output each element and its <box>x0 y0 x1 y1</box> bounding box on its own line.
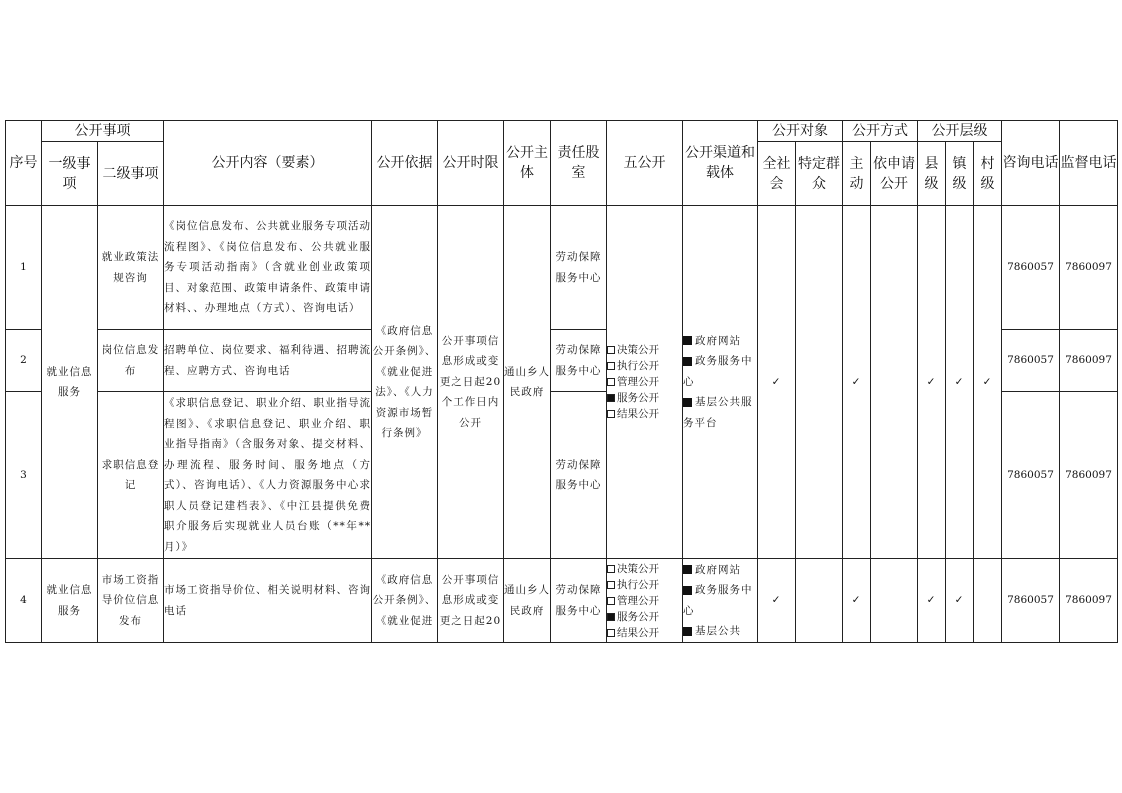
header-dept: 责任股室 <box>551 121 607 206</box>
header-level-town: 镇级 <box>946 142 974 206</box>
row-content: 《求职信息登记、职业介绍、职业指导流程图》、《求职信息登记、职业介绍、职业指导指南》（含服务对象、提交材料、办理流程、服务时间、服务地点（方式）、咨询电话）、《人力资源服务中心求职人员登记建档表》、《中江县提供免费职介服务后实现就业人员台账（**年**月）》 <box>164 392 372 559</box>
row-dept: 劳动保障服务中心 <box>551 559 607 643</box>
header-level2: 二级事项 <box>98 142 164 206</box>
row-basis: 《政府信息公开条例》、《就业促进 <box>372 559 438 643</box>
row-level2: 市场工资指导价位信息发布 <box>98 559 164 643</box>
channel-item: 政府网站 <box>683 560 757 581</box>
row-level-town: ✓ <box>946 206 974 559</box>
five-open-item: 执行公开 <box>607 358 682 374</box>
row-supervise-phone: 7860097 <box>1060 330 1118 392</box>
header-basis: 公开依据 <box>372 121 438 206</box>
row-target-specific <box>796 559 843 643</box>
channel-item: 政务服务中心 <box>683 355 753 388</box>
five-open-item: 结果公开 <box>607 406 682 422</box>
row-consult-phone: 7860057 <box>1002 392 1060 559</box>
row-seq: 4 <box>6 559 42 643</box>
row-method-apply <box>871 559 918 643</box>
header-seq: 序号 <box>6 121 42 206</box>
row-seq: 1 <box>6 206 42 330</box>
row-supervise-phone: 7860097 <box>1060 392 1118 559</box>
row-level1: 就业信息服务 <box>42 559 98 643</box>
row-level1: 就业信息服务 <box>42 206 98 559</box>
row-channel <box>683 559 758 643</box>
row-seq: 3 <box>6 392 42 559</box>
checkbox-empty-icon <box>607 565 615 573</box>
header-content: 公开内容（要素） <box>164 121 372 206</box>
header-method-apply: 依申请公开 <box>871 142 918 206</box>
five-open-item: 服务公开 <box>607 609 682 625</box>
row-consult-phone: 7860057 <box>1002 206 1060 330</box>
header-timelimit: 公开时限 <box>438 121 504 206</box>
row-target-specific <box>796 206 843 559</box>
five-open-item: 服务公开 <box>607 390 682 406</box>
checkbox-empty-icon <box>607 346 615 354</box>
channel-item: 政务服务中心 <box>683 584 753 617</box>
row-content: 《岗位信息发布、公共就业服务专项活动流程图》、《岗位信息发布、公共就业服务专项活动指南》（含就业创业政策项目、对象范围、政策申请条件、政策申请材料、、办理地点（方式）、咨询电话） <box>164 206 372 330</box>
row-five-open <box>607 559 683 643</box>
five-open-item: 结果公开 <box>607 625 682 641</box>
row-dept: 劳动保障服务中心 <box>551 330 607 392</box>
row-level2: 求职信息登记 <box>98 392 164 559</box>
five-open-item: 决策公开 <box>607 342 682 358</box>
checkbox-empty-icon <box>607 581 615 589</box>
filled-square-icon <box>683 336 692 345</box>
filled-square-icon <box>683 565 692 574</box>
header-items-group: 公开事项 <box>42 121 164 142</box>
row-level2: 岗位信息发布 <box>98 330 164 392</box>
row-level2: 就业政策法规咨询 <box>98 206 164 330</box>
header-supervise-phone: 监督电话 <box>1060 121 1118 206</box>
header-level1: 一级事项 <box>42 142 98 206</box>
row-content: 市场工资指导价位、相关说明材料、咨询电话 <box>164 559 372 643</box>
row-consult-phone: 7860057 <box>1002 559 1060 643</box>
row-level-county: ✓ <box>918 206 946 559</box>
header-five: 五公开 <box>607 121 683 206</box>
header-level-group: 公开层级 <box>918 121 1002 142</box>
row-target-all: ✓ <box>758 559 796 643</box>
row-level-village: ✓ <box>974 206 1002 559</box>
disclosure-table <box>5 120 1118 643</box>
header-target-specific: 特定群众 <box>796 142 843 206</box>
row-supervise-phone: 7860097 <box>1060 206 1118 330</box>
row-timelimit: 公开事项信息形成或变更之日起20 <box>438 559 504 643</box>
row-method-active: ✓ <box>843 206 871 559</box>
row-seq: 2 <box>6 330 42 392</box>
row-level-county: ✓ <box>918 559 946 643</box>
filled-square-icon <box>683 586 692 595</box>
five-open-item: 管理公开 <box>607 374 682 390</box>
checkbox-empty-icon <box>607 378 615 386</box>
header-method-group: 公开方式 <box>843 121 918 142</box>
five-open-item: 管理公开 <box>607 593 682 609</box>
row-five-open <box>607 206 683 559</box>
header-subject: 公开主体 <box>504 121 551 206</box>
channel-item: 基层公共 <box>683 621 757 642</box>
row-level-village <box>974 559 1002 643</box>
row-consult-phone: 7860057 <box>1002 330 1060 392</box>
five-open-item: 决策公开 <box>607 561 682 577</box>
row-dept: 劳动保障服务中心 <box>551 206 607 330</box>
table-row <box>6 206 1118 330</box>
row-timelimit: 公开事项信息形成或变更之日起20个工作日内公开 <box>438 206 504 559</box>
table-row <box>6 559 1118 643</box>
checkbox-filled-icon <box>607 613 615 621</box>
header-level-village: 村级 <box>974 142 1002 206</box>
row-level-town: ✓ <box>946 559 974 643</box>
channel-item: 政府网站 <box>683 331 757 352</box>
header-method-active: 主动 <box>843 142 871 206</box>
checkbox-empty-icon <box>607 410 615 418</box>
row-channel <box>683 206 758 559</box>
row-dept: 劳动保障服务中心 <box>551 392 607 559</box>
checkbox-filled-icon <box>607 394 615 402</box>
checkbox-empty-icon <box>607 597 615 605</box>
header-level-county: 县级 <box>918 142 946 206</box>
header-channel: 公开渠道和载体 <box>683 121 758 206</box>
filled-square-icon <box>683 357 692 366</box>
channel-item: 基层公共服务平台 <box>683 396 753 429</box>
checkbox-empty-icon <box>607 629 615 637</box>
filled-square-icon <box>683 398 692 407</box>
row-method-active: ✓ <box>843 559 871 643</box>
row-subject: 通山乡人民政府 <box>504 206 551 559</box>
header-consult-phone: 咨询电话 <box>1002 121 1060 206</box>
checkbox-empty-icon <box>607 362 615 370</box>
header-target-all: 全社会 <box>758 142 796 206</box>
row-basis: 《政府信息公开条例》、《就业促进法》、《人力资源市场暂行条例》 <box>372 206 438 559</box>
row-method-apply <box>871 206 918 559</box>
filled-square-icon <box>683 627 692 636</box>
row-subject: 通山乡人民政府 <box>504 559 551 643</box>
row-supervise-phone: 7860097 <box>1060 559 1118 643</box>
row-content: 招聘单位、岗位要求、福利待遇、招聘流程、应聘方式、咨询电话 <box>164 330 372 392</box>
row-target-all: ✓ <box>758 206 796 559</box>
header-target-group: 公开对象 <box>758 121 843 142</box>
five-open-item: 执行公开 <box>607 577 682 593</box>
